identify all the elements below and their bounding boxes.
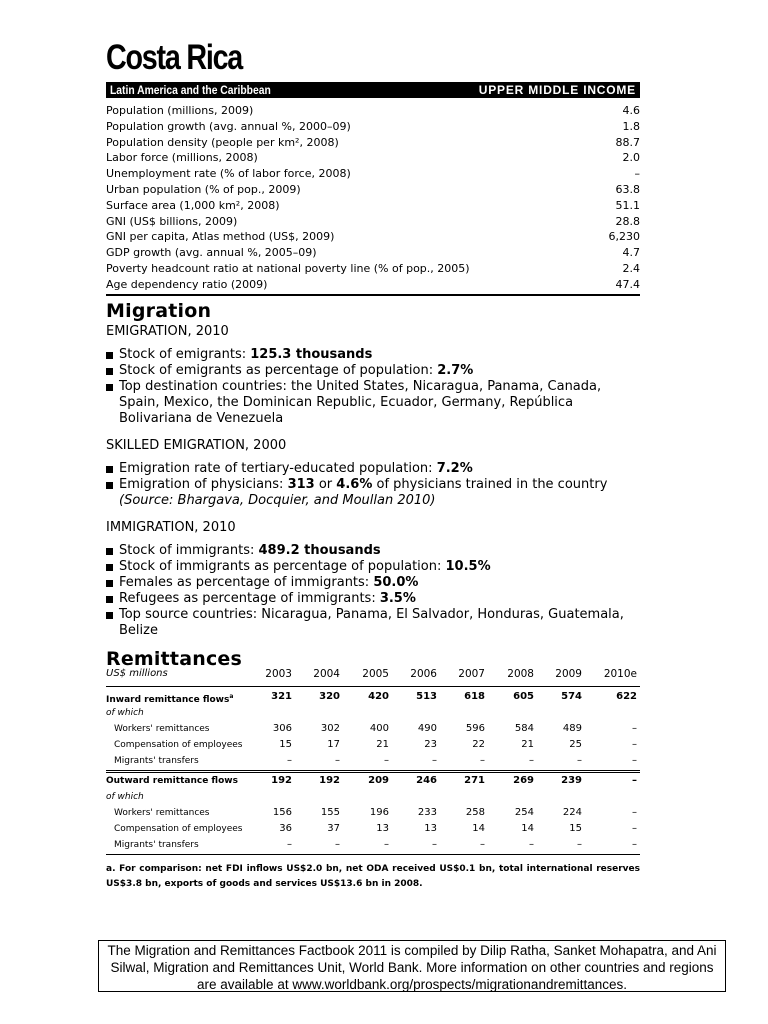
table-cell: –	[480, 755, 485, 766]
indicator-value: 6,230	[608, 230, 640, 244]
income-group-label: UPPER MIDDLE INCOME	[478, 83, 636, 97]
table-cell: –	[480, 839, 485, 850]
inward-block-rule	[106, 770, 640, 771]
bullet-icon	[106, 368, 113, 375]
table-cell: 596	[465, 723, 485, 734]
indicator-label: GNI (US$ billions, 2009)	[106, 214, 238, 228]
table-row	[106, 837, 640, 853]
indicator-value: 1.8	[622, 119, 640, 133]
indicator-value: 51.1	[615, 198, 640, 212]
table-cell: 302	[320, 723, 340, 734]
row-label: Migrants' transfers	[114, 756, 199, 766]
year-column-header: 2003	[265, 668, 292, 680]
table-cell: 22	[472, 739, 485, 750]
table-cell: 36	[279, 823, 292, 834]
year-column-header: 2008	[507, 668, 534, 680]
bullet-icon	[106, 564, 113, 571]
table-cell: 13	[424, 823, 437, 834]
indicator-row	[106, 135, 640, 151]
table-cell: 321	[271, 691, 292, 702]
indicator-row	[106, 229, 640, 245]
table-row	[106, 821, 640, 837]
immigration-list	[106, 543, 640, 639]
table-row	[106, 737, 640, 753]
table-cell: 246	[416, 775, 437, 786]
table-cell: 155	[320, 807, 340, 818]
emigration-list	[106, 347, 640, 427]
table-cell: 269	[513, 775, 534, 786]
table-cell: 156	[272, 807, 292, 818]
table-row	[106, 689, 640, 705]
table-row	[106, 789, 640, 805]
list-item: Refugees as percentage of immigrants: 3.5%	[106, 591, 640, 607]
table-cell: 618	[464, 691, 485, 702]
indicator-value: 88.7	[615, 135, 640, 149]
indicator-label: Population growth (avg. annual %, 2000–09)	[106, 119, 351, 133]
table-cell: 21	[376, 739, 389, 750]
year-column-header: 2009	[555, 668, 582, 680]
inward-block-rule-2	[106, 772, 640, 773]
indicator-label: Urban population (% of pop., 2009)	[106, 182, 301, 196]
table-cell: –	[335, 755, 340, 766]
table-cell: –	[632, 823, 637, 834]
year-column-header: 2010e	[603, 668, 637, 680]
year-column-header: 2006	[410, 668, 437, 680]
table-cell: 233	[417, 807, 437, 818]
table-cell: –	[335, 839, 340, 850]
country-title: Costa Rica	[106, 38, 243, 77]
table-cell: 196	[369, 807, 389, 818]
table-cell: 513	[416, 691, 437, 702]
list-item: Stock of emigrants as percentage of population: 2.7%	[106, 363, 640, 379]
indicator-value: 4.6	[622, 104, 640, 117]
indicator-label: Surface area (1,000 km², 2008)	[106, 198, 280, 212]
table-cell: 400	[369, 723, 389, 734]
bullet-icon	[106, 612, 113, 619]
remittances-footnote: a. For comparison: net FDI inflows US$2.0 bn, net ODA received US$0.1 bn, total international reserves US$3.8 bn, exports of goods and services US$13.6 bn in 2008.	[106, 864, 640, 889]
year-column-header: 2007	[458, 668, 485, 680]
source-citation: (Source: Bhargava, Docquier, and Moullan 2010)	[119, 493, 436, 508]
table-cell: –	[432, 755, 437, 766]
table-cell: 13	[376, 823, 389, 834]
row-label: Compensation of employees	[114, 740, 243, 750]
row-label: of which	[106, 708, 144, 718]
migration-heading: Migration	[106, 300, 212, 322]
immigration-heading: IMMIGRATION, 2010	[106, 520, 236, 535]
list-item: Stock of immigrants as percentage of population: 10.5%	[106, 559, 640, 575]
indicator-label: GNI per capita, Atlas method (US$, 2009)	[106, 230, 335, 244]
table-cell: 192	[271, 775, 292, 786]
bullet-icon	[106, 580, 113, 587]
row-label: Compensation of employees	[114, 824, 243, 834]
indicator-row	[106, 214, 640, 230]
skilled-emigration-list	[106, 461, 640, 509]
bullet-icon	[106, 548, 113, 555]
table-cell: 489	[562, 723, 582, 734]
table-cell: 574	[561, 691, 582, 702]
remittances-bottom-rule	[106, 854, 640, 855]
table-cell: 23	[424, 739, 437, 750]
bullet-icon	[106, 482, 113, 489]
list-item: Females as percentage of immigrants: 50.0%	[106, 575, 640, 591]
table-cell: 306	[272, 723, 292, 734]
table-cell: –	[632, 807, 637, 818]
row-label: Workers' remittances	[114, 724, 210, 734]
table-row	[106, 773, 640, 789]
indicator-label: Poverty headcount ratio at national poverty line (% of pop., 2005)	[106, 261, 470, 275]
indicator-value: 2.0	[622, 151, 640, 165]
footnote-marker: a	[229, 693, 234, 700]
table-row	[106, 705, 640, 721]
table-cell: –	[529, 839, 534, 850]
bullet-icon	[106, 596, 113, 603]
row-label: Workers' remittances	[114, 808, 210, 818]
row-label: of which	[106, 792, 144, 802]
table-cell: 420	[368, 691, 389, 702]
table-cell: –	[632, 739, 637, 750]
indicator-row	[106, 245, 640, 261]
indicator-label: GDP growth (avg. annual %, 2005–09)	[106, 246, 317, 260]
indicator-value: 2.4	[622, 261, 640, 275]
table-cell: 14	[472, 823, 485, 834]
list-item: Emigration rate of tertiary-educated population: 7.2%	[106, 461, 640, 477]
table-cell: 21	[521, 739, 534, 750]
remittances-heading: Remittances	[106, 648, 242, 670]
table-cell: 14	[521, 823, 534, 834]
remittances-header-row	[106, 668, 640, 684]
indicator-label: Labor force (millions, 2008)	[106, 151, 258, 165]
table-cell: 17	[327, 739, 340, 750]
table-cell: –	[384, 839, 389, 850]
table-cell: –	[384, 755, 389, 766]
indicator-row	[106, 150, 640, 166]
table-cell: 192	[319, 775, 340, 786]
table-cell: 254	[514, 807, 534, 818]
indicators-bottom-rule	[106, 294, 640, 296]
table-cell: 15	[279, 739, 292, 750]
table-cell: 605	[513, 691, 534, 702]
row-label: Migrants' transfers	[114, 840, 199, 850]
region-income-bar	[106, 82, 640, 98]
table-row	[106, 753, 640, 769]
list-item: Top destination countries: the United States, Nicaragua, Panama, Canada, Spain, Mexico, the Dominican Republic, Ecuador, Germany, República Bolivariana de Venezuela	[106, 379, 640, 427]
table-cell: 490	[417, 723, 437, 734]
table-cell: 258	[465, 807, 485, 818]
list-item: Emigration of physicians: 313 or 4.6% of physicians trained in the country (Source: Bhargava, Docquier, and Moullan 2010)	[106, 477, 640, 509]
indicator-value: –	[634, 167, 640, 181]
indicator-row	[106, 198, 640, 214]
table-cell: –	[287, 839, 292, 850]
table-cell: –	[529, 755, 534, 766]
credit-box: The Migration and Remittances Factbook 2011 is compiled by Dilip Ratha, Sanket Mohapatra, and Ani Silwal, Migration and Remittances Unit, World Bank. More information on other countries and regions are available at www.worldbank.org/prospects/migrationandremittances.	[98, 940, 726, 992]
bullet-icon	[106, 466, 113, 473]
indicator-label: Population density (people per km², 2008)	[106, 135, 339, 149]
table-cell: 320	[319, 691, 340, 702]
row-label: Inward remittance flows$^a$	[106, 693, 234, 705]
bullet-icon	[106, 352, 113, 359]
skilled-emigration-heading: SKILLED EMIGRATION, 2000	[106, 438, 287, 453]
indicator-row	[106, 166, 640, 182]
table-cell: –	[632, 839, 637, 850]
table-cell: –	[577, 839, 582, 850]
table-row	[106, 721, 640, 737]
indicator-value: 28.8	[615, 214, 640, 228]
indicator-row	[106, 119, 640, 135]
indicator-row	[106, 261, 640, 277]
units-label: US$ millions	[106, 668, 168, 679]
table-cell: 224	[562, 807, 582, 818]
row-label: Outward remittance flows	[106, 776, 238, 786]
table-cell: 209	[368, 775, 389, 786]
emigration-heading: EMIGRATION, 2010	[106, 324, 229, 339]
table-cell: 25	[569, 739, 582, 750]
indicator-row	[106, 103, 640, 119]
key-indicators-table	[106, 103, 640, 293]
list-item: Stock of emigrants: 125.3 thousands	[106, 347, 640, 363]
table-cell: –	[632, 755, 637, 766]
indicator-label: Population (millions, 2009)	[106, 104, 254, 117]
table-cell: –	[287, 755, 292, 766]
table-cell: 15	[569, 823, 582, 834]
table-cell: –	[577, 755, 582, 766]
indicator-row	[106, 182, 640, 198]
table-cell: –	[632, 723, 637, 734]
indicator-value: 63.8	[615, 182, 640, 196]
table-cell: 622	[616, 691, 637, 702]
table-cell: –	[432, 839, 437, 850]
indicator-row	[106, 277, 640, 293]
table-cell: 584	[514, 723, 534, 734]
year-column-header: 2004	[313, 668, 340, 680]
table-cell: 239	[561, 775, 582, 786]
list-item: Top source countries: Nicaragua, Panama, El Salvador, Honduras, Guatemala, Belize	[106, 607, 640, 639]
table-row	[106, 805, 640, 821]
table-cell: –	[632, 775, 637, 786]
table-cell: 37	[327, 823, 340, 834]
bullet-icon	[106, 384, 113, 391]
indicator-label: Unemployment rate (% of labor force, 2008)	[106, 167, 351, 181]
indicator-label: Age dependency ratio (2009)	[106, 277, 268, 291]
indicator-value: 47.4	[615, 277, 640, 291]
region-label: Latin America and the Caribbean	[110, 83, 271, 97]
table-cell: 271	[464, 775, 485, 786]
indicator-value: 4.7	[622, 246, 640, 260]
year-column-header: 2005	[362, 668, 389, 680]
list-item: Stock of immigrants: 489.2 thousands	[106, 543, 640, 559]
remittances-header-rule	[106, 686, 640, 687]
